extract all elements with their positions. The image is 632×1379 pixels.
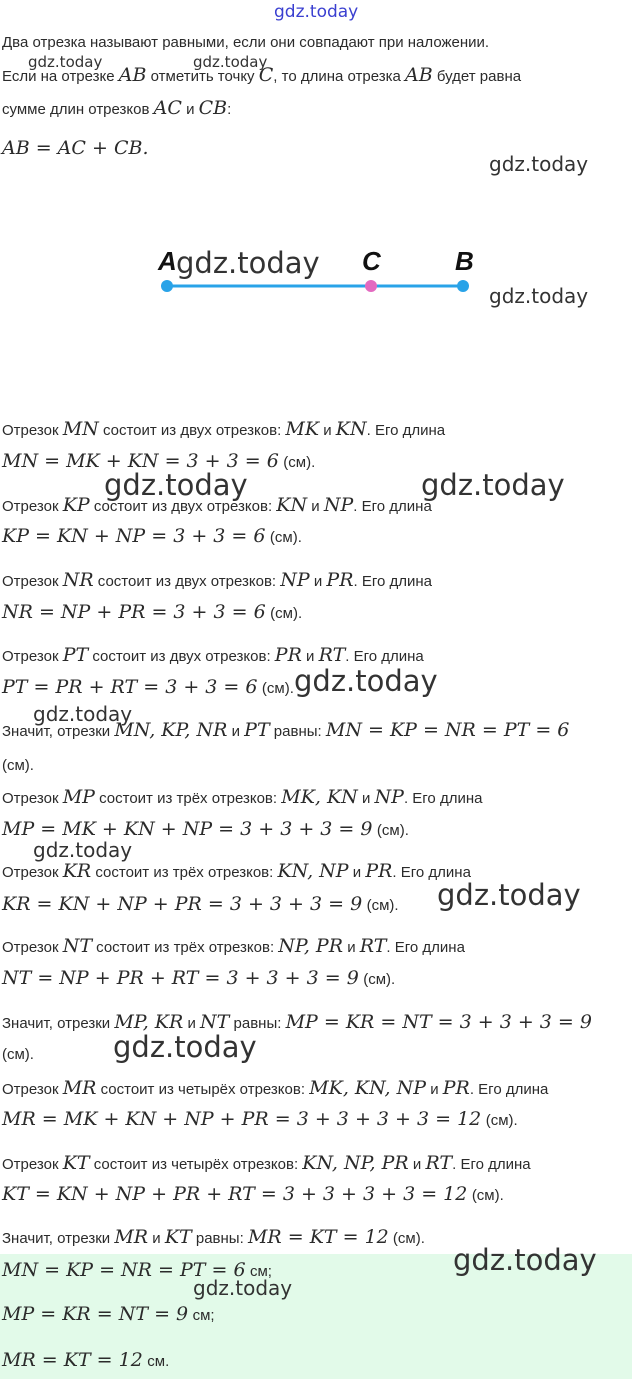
block-kt-text: Отрезок KT состоит из четырёх отрезков: KN, NP, PR и RT. Его длина	[2, 1152, 531, 1174]
block-nr-formula: NR = NP + PR = 3 + 3 = 6 (см).	[2, 601, 303, 623]
watermark: gdz.today	[28, 53, 103, 71]
watermark: gdz.today	[193, 53, 268, 71]
intro-formula: AB = AC + CB.	[2, 137, 149, 159]
label-b: B	[455, 246, 474, 276]
intro-line-3: сумме длин отрезков AC и CB:	[2, 97, 232, 119]
intro-line-2: Если на отрезке AB отметить точку C, то длина отрезка AB будет равна	[2, 64, 522, 86]
block-mn-text: Отрезок MN состоит из двух отрезков: MK и KN. Его длина	[2, 418, 446, 440]
block-nr-text: Отрезок NR состоит из двух отрезков: NP и PR. Его длина	[2, 569, 433, 591]
conclusion-1-unit: (см).	[2, 757, 34, 774]
watermark: gdz.today	[421, 468, 565, 502]
block-kp-formula: KP = KN + NP = 3 + 3 = 6 (см).	[2, 525, 302, 547]
point-c	[365, 280, 377, 292]
block-pt-formula: PT = PR + RT = 3 + 3 = 6 (см).	[2, 676, 294, 698]
block-pt-text: Отрезок PT состоит из двух отрезков: PR и RT. Его длина	[2, 644, 424, 666]
block-nt-formula: NT = NP + PR + RT = 3 + 3 + 3 = 9 (см).	[2, 967, 396, 989]
watermark: gdz.today	[33, 838, 133, 862]
block-mr-text: Отрезок MR состоит из четырёх отрезков: MK, KN, NP и PR. Его длина	[2, 1077, 549, 1099]
block-kr-formula: KR = KN + NP + PR = 3 + 3 + 3 = 9 (см).	[2, 893, 399, 915]
watermark: gdz.today	[113, 1030, 257, 1064]
watermark: gdz.today	[176, 246, 320, 280]
header-watermark: gdz.today	[274, 2, 359, 22]
watermark: gdz.today	[193, 1276, 293, 1300]
conclusion-2-unit: (см).	[2, 1046, 34, 1063]
watermark: gdz.today	[294, 664, 438, 698]
block-nt-text: Отрезок NT состоит из трёх отрезков: NP, PR и RT. Его длина	[2, 935, 465, 957]
label-c: C	[362, 246, 381, 276]
block-mp-formula: MP = MK + KN + NP = 3 + 3 + 3 = 9 (см).	[2, 818, 409, 840]
block-kr-text: Отрезок KR состоит из трёх отрезков: KN, NP и PR. Его длина	[2, 860, 471, 882]
block-kp-text: Отрезок KP состоит из двух отрезков: KN и NP. Его длина	[2, 494, 432, 516]
watermark: gdz.today	[437, 878, 581, 912]
watermark: gdz.today	[33, 702, 133, 726]
block-mn-formula: MN = MK + KN = 3 + 3 = 6 (см).	[2, 450, 316, 472]
block-mr-formula: MR = MK + KN + NP + PR = 3 + 3 + 3 + 3 = 12 (см).	[2, 1108, 518, 1130]
answer-line-2: MP = KR = NT = 9 см;	[2, 1303, 215, 1325]
intro-line-1: Два отрезка называют равными, если они совпадают при наложении.	[2, 34, 490, 51]
conclusion-2: Значит, отрезки MP, KR и NT равны: MP = KR = NT = 3 + 3 + 3 = 9	[2, 1011, 592, 1033]
block-mp-text: Отрезок MP состоит из трёх отрезков: MK, KN и NP. Его длина	[2, 786, 483, 808]
point-a	[161, 280, 173, 292]
watermark: gdz.today	[489, 152, 589, 176]
watermark: gdz.today	[104, 468, 248, 502]
answer-line-1: MN = KP = NR = PT = 6 см;	[2, 1259, 272, 1281]
label-a: A	[158, 246, 177, 276]
watermark: gdz.today	[489, 284, 589, 308]
watermark: gdz.today	[453, 1243, 597, 1277]
point-b	[457, 280, 469, 292]
conclusion-1: Значит, отрезки MN, KP, NR и PT равны: MN = KP = NR = PT = 6	[2, 719, 570, 741]
conclusion-3: Значит, отрезки MR и KT равны: MR = KT = 12 (см).	[2, 1226, 425, 1248]
answer-line-3: MR = KT = 12 см.	[2, 1349, 170, 1371]
block-kt-formula: KT = KN + NP + PR + RT = 3 + 3 + 3 + 3 = 12 (см).	[2, 1183, 504, 1205]
